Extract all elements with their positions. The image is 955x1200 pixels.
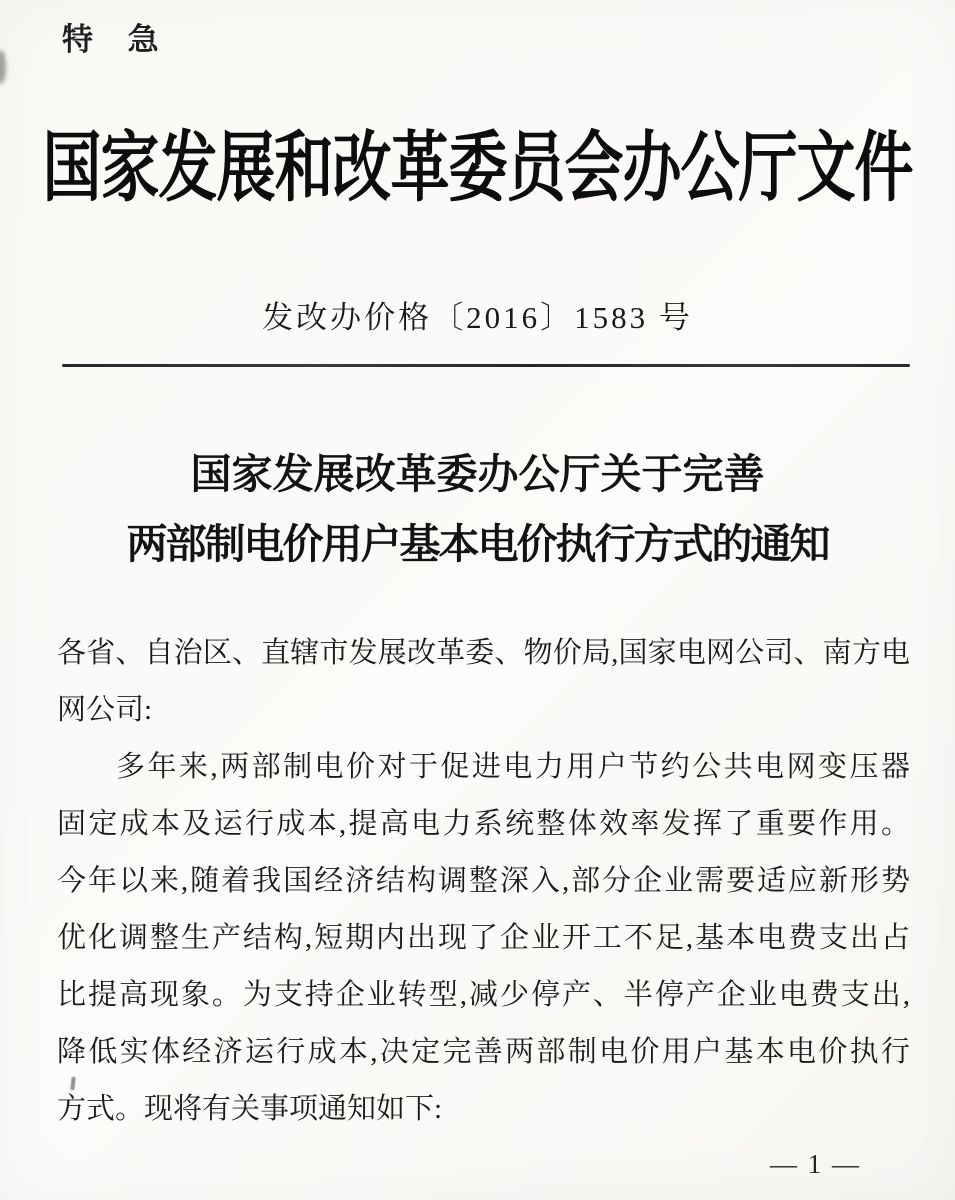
letterhead-title: 国家发展和改革委员会办公厅文件	[42, 125, 913, 211]
document-number: 发改办价格〔2016〕1583 号	[262, 300, 693, 335]
body-line-7: 方式。现将有关事项通知如下:	[57, 1093, 443, 1125]
body-line-6: 降低实体经济运行成本,决定完善两部制电价用户基本电价执行	[57, 1036, 910, 1068]
body-line-4: 优化调整生产结构,短期内出现了企业开工不足,基本电费支出占	[57, 922, 910, 954]
body-line-1: 多年来,两部制电价对于促进电力用户节约公共电网变压器	[116, 751, 910, 783]
document-title-line-1: 国家发展改革委办公厅关于完善	[190, 451, 765, 497]
document-title	[0, 439, 955, 579]
salutation-line-2: 网公司:	[57, 694, 153, 726]
body-line-2: 固定成本及运行成本,提高电力系统整体效率发挥了重要作用。	[57, 808, 910, 840]
document-body	[0, 625, 955, 1138]
document-title-line-2: 两部制电价用户基本电价执行方式的通知	[126, 521, 829, 567]
body-line-5: 比提高现象。为支持企业转型,减少停产、半停产企业电费支出,	[57, 979, 910, 1011]
urgency-label: 特 急	[62, 22, 161, 57]
header-divider	[62, 364, 910, 367]
salutation-line-1: 各省、自治区、直辖市发展改革委、物价局,国家电网公司、南方电	[57, 637, 910, 669]
body-line-3: 今年以来,随着我国经济结构调整深入,部分企业需要适应新形势	[57, 865, 910, 897]
page-number: — 1 —	[770, 1149, 861, 1179]
